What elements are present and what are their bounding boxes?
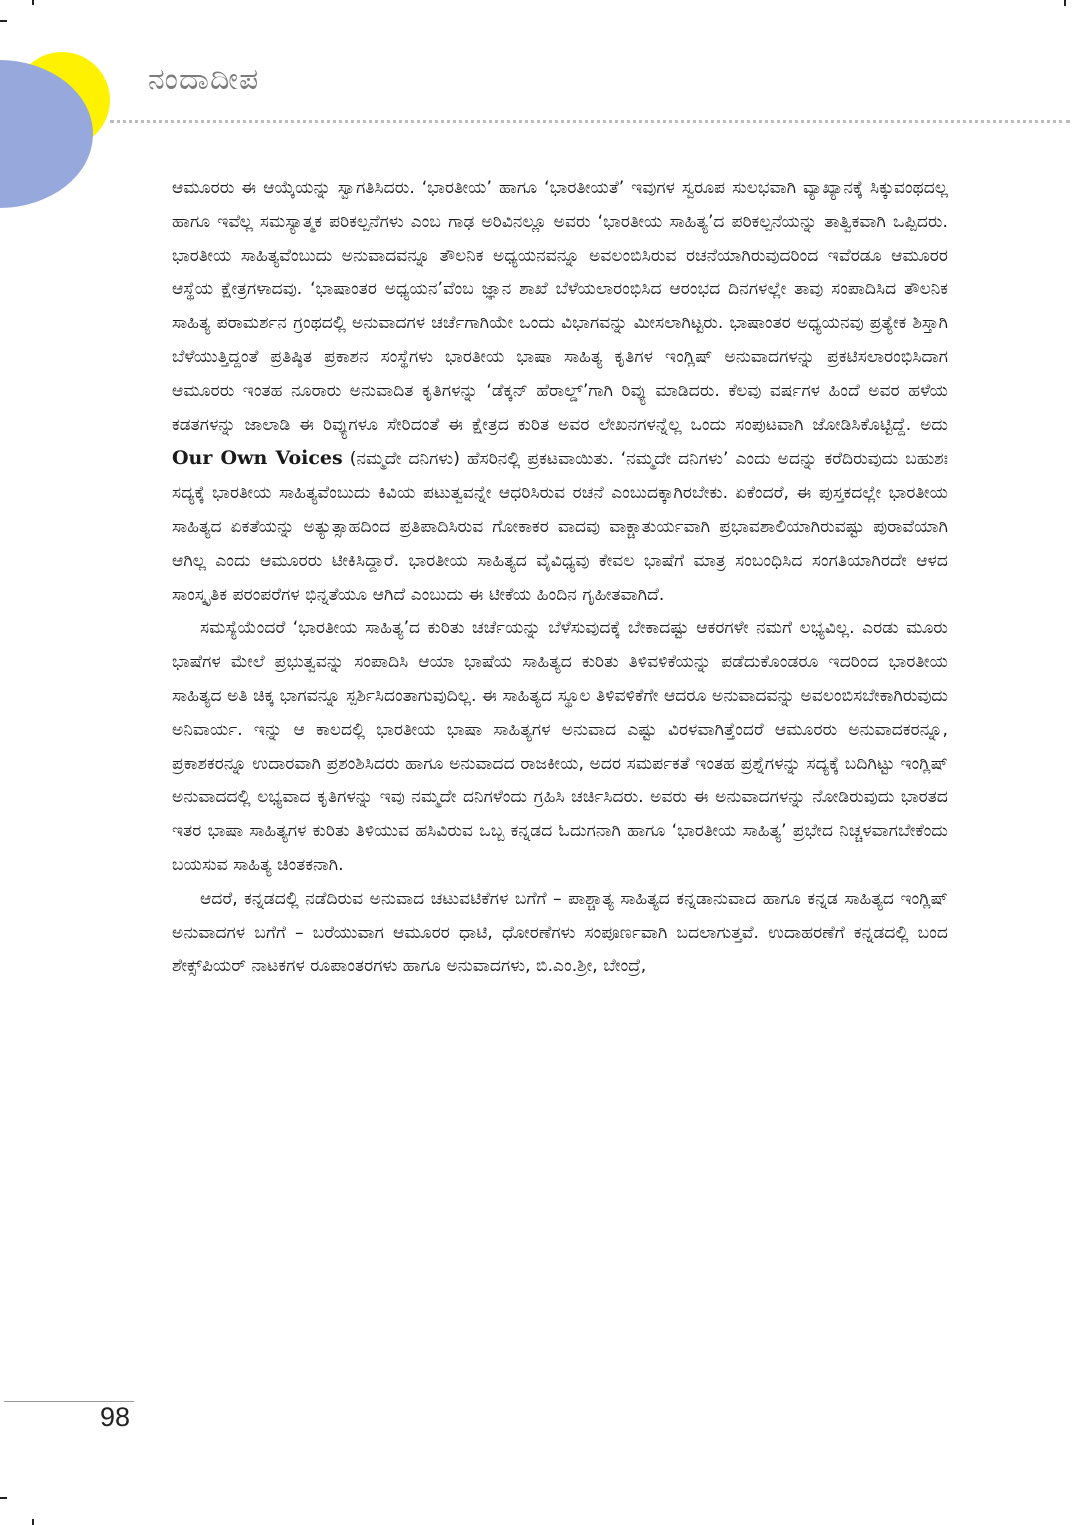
paragraph-1-text-a: ಆಮೂರರು ಈ ಆಯ್ಕೆಯನ್ನು ಸ್ವಾಗತಿಸಿದರು. ‘ಭಾರತೀಯ’ ಹಾಗೂ ‘ಭಾರತೀಯತೆ’ ಇವುಗಳ ಸ್ವರೂಪ ಸುಲಭವಾಗಿ ವ್ಯಾಖ್ಯಾನಕ್ಕೆ ಸಿಕ್ಕುವಂಥದಲ್ಲ ಹಾಗೂ ಇವೆಲ್ಲ ಸಮಸ್ಯಾತ್ಮಕ ಪರಿಕಲ್ಪನೆಗಳು ಎಂಬ ಗಾಢ ಅರಿವಿನಲ್ಲೂ ಅವರು ‘ಭಾರತೀಯ ಸಾಹಿತ್ಯ’ದ ಪರಿಕಲ್ಪನೆಯನ್ನು ತಾತ್ವಿಕವಾಗಿ ಒಪ್ಪಿದರು. ಭಾರತೀಯ ಸಾಹಿತ್ಯವೆಂಬುದು ಅನುವಾದವನ್ನೂ ತೌಲನಿಕ ಅಧ್ಯಯನವನ್ನೂ ಅವಲಂಬಿಸಿರುವ ರಚನೆಯಾಗಿರುವುದರಿಂದ ಇವೆರಡೂ ಆಮೂರರ ಆಸ್ಥೆಯ ಕ್ಷೇತ್ರಗಳಾದವು. ‘ಭಾಷಾಂತರ ಅಧ್ಯಯನ’ವೆಂಬ ಜ್ಞಾನ ಶಾಖೆ ಬೆಳೆಯಲಾರಂಭಿಸಿದ ಆರಂಭದ ದಿನಗಳಲ್ಲೇ ತಾವು ಸಂಪಾದಿಸಿದ ತೌಲನಿಕ ಸಾಹಿತ್ಯ ಪರಾಮರ್ಶನ ಗ್ರಂಥದಲ್ಲಿ ಅನುವಾದಗಳ ಚರ್ಚೆಗಾಗಿಯೇ ಒಂದು ವಿಭಾಗವನ್ನು ಮೀಸಲಾಗಿಟ್ಟರು. ಭಾಷಾಂತರ ಅಧ್ಯಯನವು ಪ್ರತ್ಯೇಕ ಶಿಸ್ತಾಗಿ ಬೆಳೆಯುತ್ತಿದ್ದಂತೆ ಪ್ರತಿಷ್ಠಿತ ಪ್ರಕಾಶನ ಸಂಸ್ಥೆಗಳು ಭಾರತೀಯ ಭಾಷಾ ಸಾಹಿತ್ಯ ಕೃತಿಗಳ ಇಂಗ್ಲಿಷ್ ಅನುವಾದಗಳನ್ನು ಪ್ರಕಟಿಸಲಾರಂಭಿಸಿದಾಗ ಆಮೂರರು ಇಂತಹ ನೂರಾರು ಅನುವಾದಿತ ಕೃತಿಗಳನ್ನು ‘ಡೆಕ್ಕನ್ ಹೆರಾಲ್ಡ್’ಗಾಗಿ ರಿವ್ಯು ಮಾಡಿದರು. ಕೆಲವು ವರ್ಷಗಳ ಹಿಂದೆ ಅವರ ಹಳೆಯ ಕಡತಗಳನ್ನು ಜಾಲಾಡಿ ಈ ರಿವ್ಯುಗಳೂ ಸೇರಿದಂತೆ ಈ ಕ್ಷೇತ್ರದ ಕುರಿತ ಅವರ ಲೇಖನಗಳನ್ನೆಲ್ಲ ಒಂದು ಸಂಪುಟವಾಗಿ ಜೋಡಿಸಿಕೊಟ್ಟಿದ್ದೆ. ಅದು <box>172 178 948 435</box>
crop-mark-bottom-tick <box>32 1519 34 1525</box>
paragraph-1 <box>172 172 948 612</box>
crop-mark-top-tick <box>32 0 34 5</box>
header-dotted-rule <box>110 120 1070 123</box>
crop-mark-top-left <box>0 20 7 22</box>
body-text <box>172 172 948 984</box>
book-title-english: Our Own Voices <box>172 447 343 470</box>
crop-mark-bottom-left <box>0 1497 7 1499</box>
running-header-title: ನಂದಾದೀಪ <box>148 62 260 97</box>
paragraph-3: ಆದರೆ, ಕನ್ನಡದಲ್ಲಿ ನಡೆದಿರುವ ಅನುವಾದ ಚಟುವಟಿಕೆಗಳ ಬಗೆಗೆ – ಪಾಶ್ಚಾತ್ಯ ಸಾಹಿತ್ಯದ ಕನ್ನಡಾನುವಾದ ಹಾಗೂ ಕನ್ನಡ ಸಾಹಿತ್ಯದ ಇಂಗ್ಲಿಷ್ ಅನುವಾದಗಳ ಬಗೆಗೆ – ಬರೆಯುವಾಗ ಆಮೂರರ ಧಾಟಿ, ಧೋರಣೆಗಳು ಸಂಪೂರ್ಣವಾಗಿ ಬದಲಾಗುತ್ತವೆ. ಉದಾಹರಣೆಗೆ ಕನ್ನಡದಲ್ಲಿ ಬಂದ ಶೇಕ್ಸ್‌ಪಿಯರ್ ನಾಟಕಗಳ ರೂಪಾಂತರಗಳು ಹಾಗೂ ಅನುವಾದಗಳು, ಬಿ.ಎಂ.ಶ್ರೀ, ಬೇಂದ್ರೆ, <box>172 888 948 977</box>
paragraph-1-text-b: (ನಮ್ಮದೇ ದನಿಗಳು) ಹೆಸರಿನಲ್ಲಿ ಪ್ರಕಟವಾಯಿತು. ‘ನಮ್ಮದೇ ದನಿಗಳು’ ಎಂದು ಅದನ್ನು ಕರೆದಿರುವುದು ಬಹುಶಃ ಸದ್ಯಕ್ಕೆ ಭಾರತೀಯ ಸಾಹಿತ್ಯವೆಂಬುದು ಕಿವಿಯ ಪಟುತ್ವವನ್ನೇ ಆಧರಿಸಿರುವ ರಚನೆ ಎಂಬುದಕ್ಕಾಗಿರಬೇಕು. ಏಕೆಂದರೆ, ಈ ಪುಸ್ತಕದಲ್ಲೇ ಭಾರತೀಯ ಸಾಹಿತ್ಯದ ಏಕತೆಯನ್ನು ಅತ್ಯುತ್ಸಾಹದಿಂದ ಪ್ರತಿಪಾದಿಸಿರುವ ಗೋಕಾಕರ ವಾದವು ವಾಕ್ಚಾತುರ್ಯವಾಗಿ ಪ್ರಭಾವಶಾಲಿಯಾಗಿರುವಷ್ಟು ಪುರಾವೆಯಾಗಿ ಆಗಿಲ್ಲ ಎಂದು ಆಮೂರರು ಟೀಕಿಸಿದ್ದಾರೆ. ಭಾರತೀಯ ಸಾಹಿತ್ಯದ ವೈವಿಧ್ಯವು ಕೇವಲ ಭಾಷೆಗೆ ಮಾತ್ರ ಸಂಬಂಧಿಸಿದ ಸಂಗತಿಯಾಗಿರದೇ ಆಳದ ಸಾಂಸ್ಕೃತಿಕ ಪರಂಪರೆಗಳ ಭಿನ್ನತೆಯೂ ಆಗಿದೆ ಎಂಬುದು ಈ ಟೀಕೆಯ ಹಿಂದಿನ ಗೃಹೀತವಾಗಿದೆ. <box>172 449 948 605</box>
paragraph-2: ಸಮಸ್ಯೆಯೆಂದರೆ ‘ಭಾರತೀಯ ಸಾಹಿತ್ಯ’ದ ಕುರಿತು ಚರ್ಚೆಯನ್ನು ಬೆಳೆಸುವುದಕ್ಕೆ ಬೇಕಾದಷ್ಟು ಆಕರಗಳೇ ನಮಗೆ ಲಭ್ಯವಿಲ್ಲ. ಎರಡು ಮೂರು ಭಾಷೆಗಳ ಮೇಲೆ ಪ್ರಭುತ್ವವನ್ನು ಸಂಪಾದಿಸಿ ಆಯಾ ಭಾಷೆಯ ಸಾಹಿತ್ಯದ ಕುರಿತು ತಿಳಿವಳಿಕೆಯನ್ನು ಪಡೆದುಕೊಂಡರೂ ಇದರಿಂದ ಭಾರತೀಯ ಸಾಹಿತ್ಯದ ಅತಿ ಚಿಕ್ಕ ಭಾಗವನ್ನೂ ಸ್ಪರ್ಶಿಸಿದಂತಾಗುವುದಿಲ್ಲ. ಈ ಸಾಹಿತ್ಯದ ಸ್ಥೂಲ ತಿಳಿವಳಿಕೆಗೇ ಆದರೂ ಅನುವಾದವನ್ನು ಅವಲಂಬಿಸಬೇಕಾಗಿರುವುದು ಅನಿವಾರ್ಯ. ಇನ್ನು ಆ ಕಾಲದಲ್ಲಿ ಭಾರತೀಯ ಭಾಷಾ ಸಾಹಿತ್ಯಗಳ ಅನುವಾದ ಎಷ್ಟು ವಿರಳವಾಗಿತ್ತೆಂದರೆ ಆಮೂರರು ಅನುವಾದಕರನ್ನೂ, ಪ್ರಕಾಶಕರನ್ನೂ ಉದಾರವಾಗಿ ಪ್ರಶಂಶಿಸಿದರು ಹಾಗೂ ಅನುವಾದದ ರಾಜಕೀಯ, ಅದರ ಸಮರ್ಪಕತೆ ಇಂತಹ ಪ್ರಶ್ನೆಗಳನ್ನು ಸದ್ಯಕ್ಕೆ ಬದಿಗಿಟ್ಟು ಇಂಗ್ಲಿಷ್ ಅನುವಾದದಲ್ಲಿ ಲಭ್ಯವಾದ ಕೃತಿಗಳನ್ನು ಇವು ನಮ್ಮದೇ ದನಿಗಳೆಂದು ಗ್ರಹಿಸಿ ಚರ್ಚಿಸಿದರು. ಅವರು ಈ ಅನುವಾದಗಳನ್ನು ನೋಡಿರುವುದು ಭಾರತದ ಇತರ ಭಾಷಾ ಸಾಹಿತ್ಯಗಳ ಕುರಿತು ತಿಳಿಯುವ ಹಸಿವಿರುವ ಒಬ್ಬ ಕನ್ನಡದ ಓದುಗನಾಗಿ ಹಾಗೂ ‘ಭಾರತೀಯ ಸಾಹಿತ್ಯ’ ಪ್ರಭೇದ ನಿಚ್ಚಳವಾಗಬೇಕೆಂದು ಬಯಸುವ ಸಾಹಿತ್ಯ ಚಿಂತಕನಾಗಿ. <box>172 618 948 875</box>
crop-mark-top-right-tick <box>1064 0 1066 6</box>
page-number: 98 <box>100 1402 131 1432</box>
